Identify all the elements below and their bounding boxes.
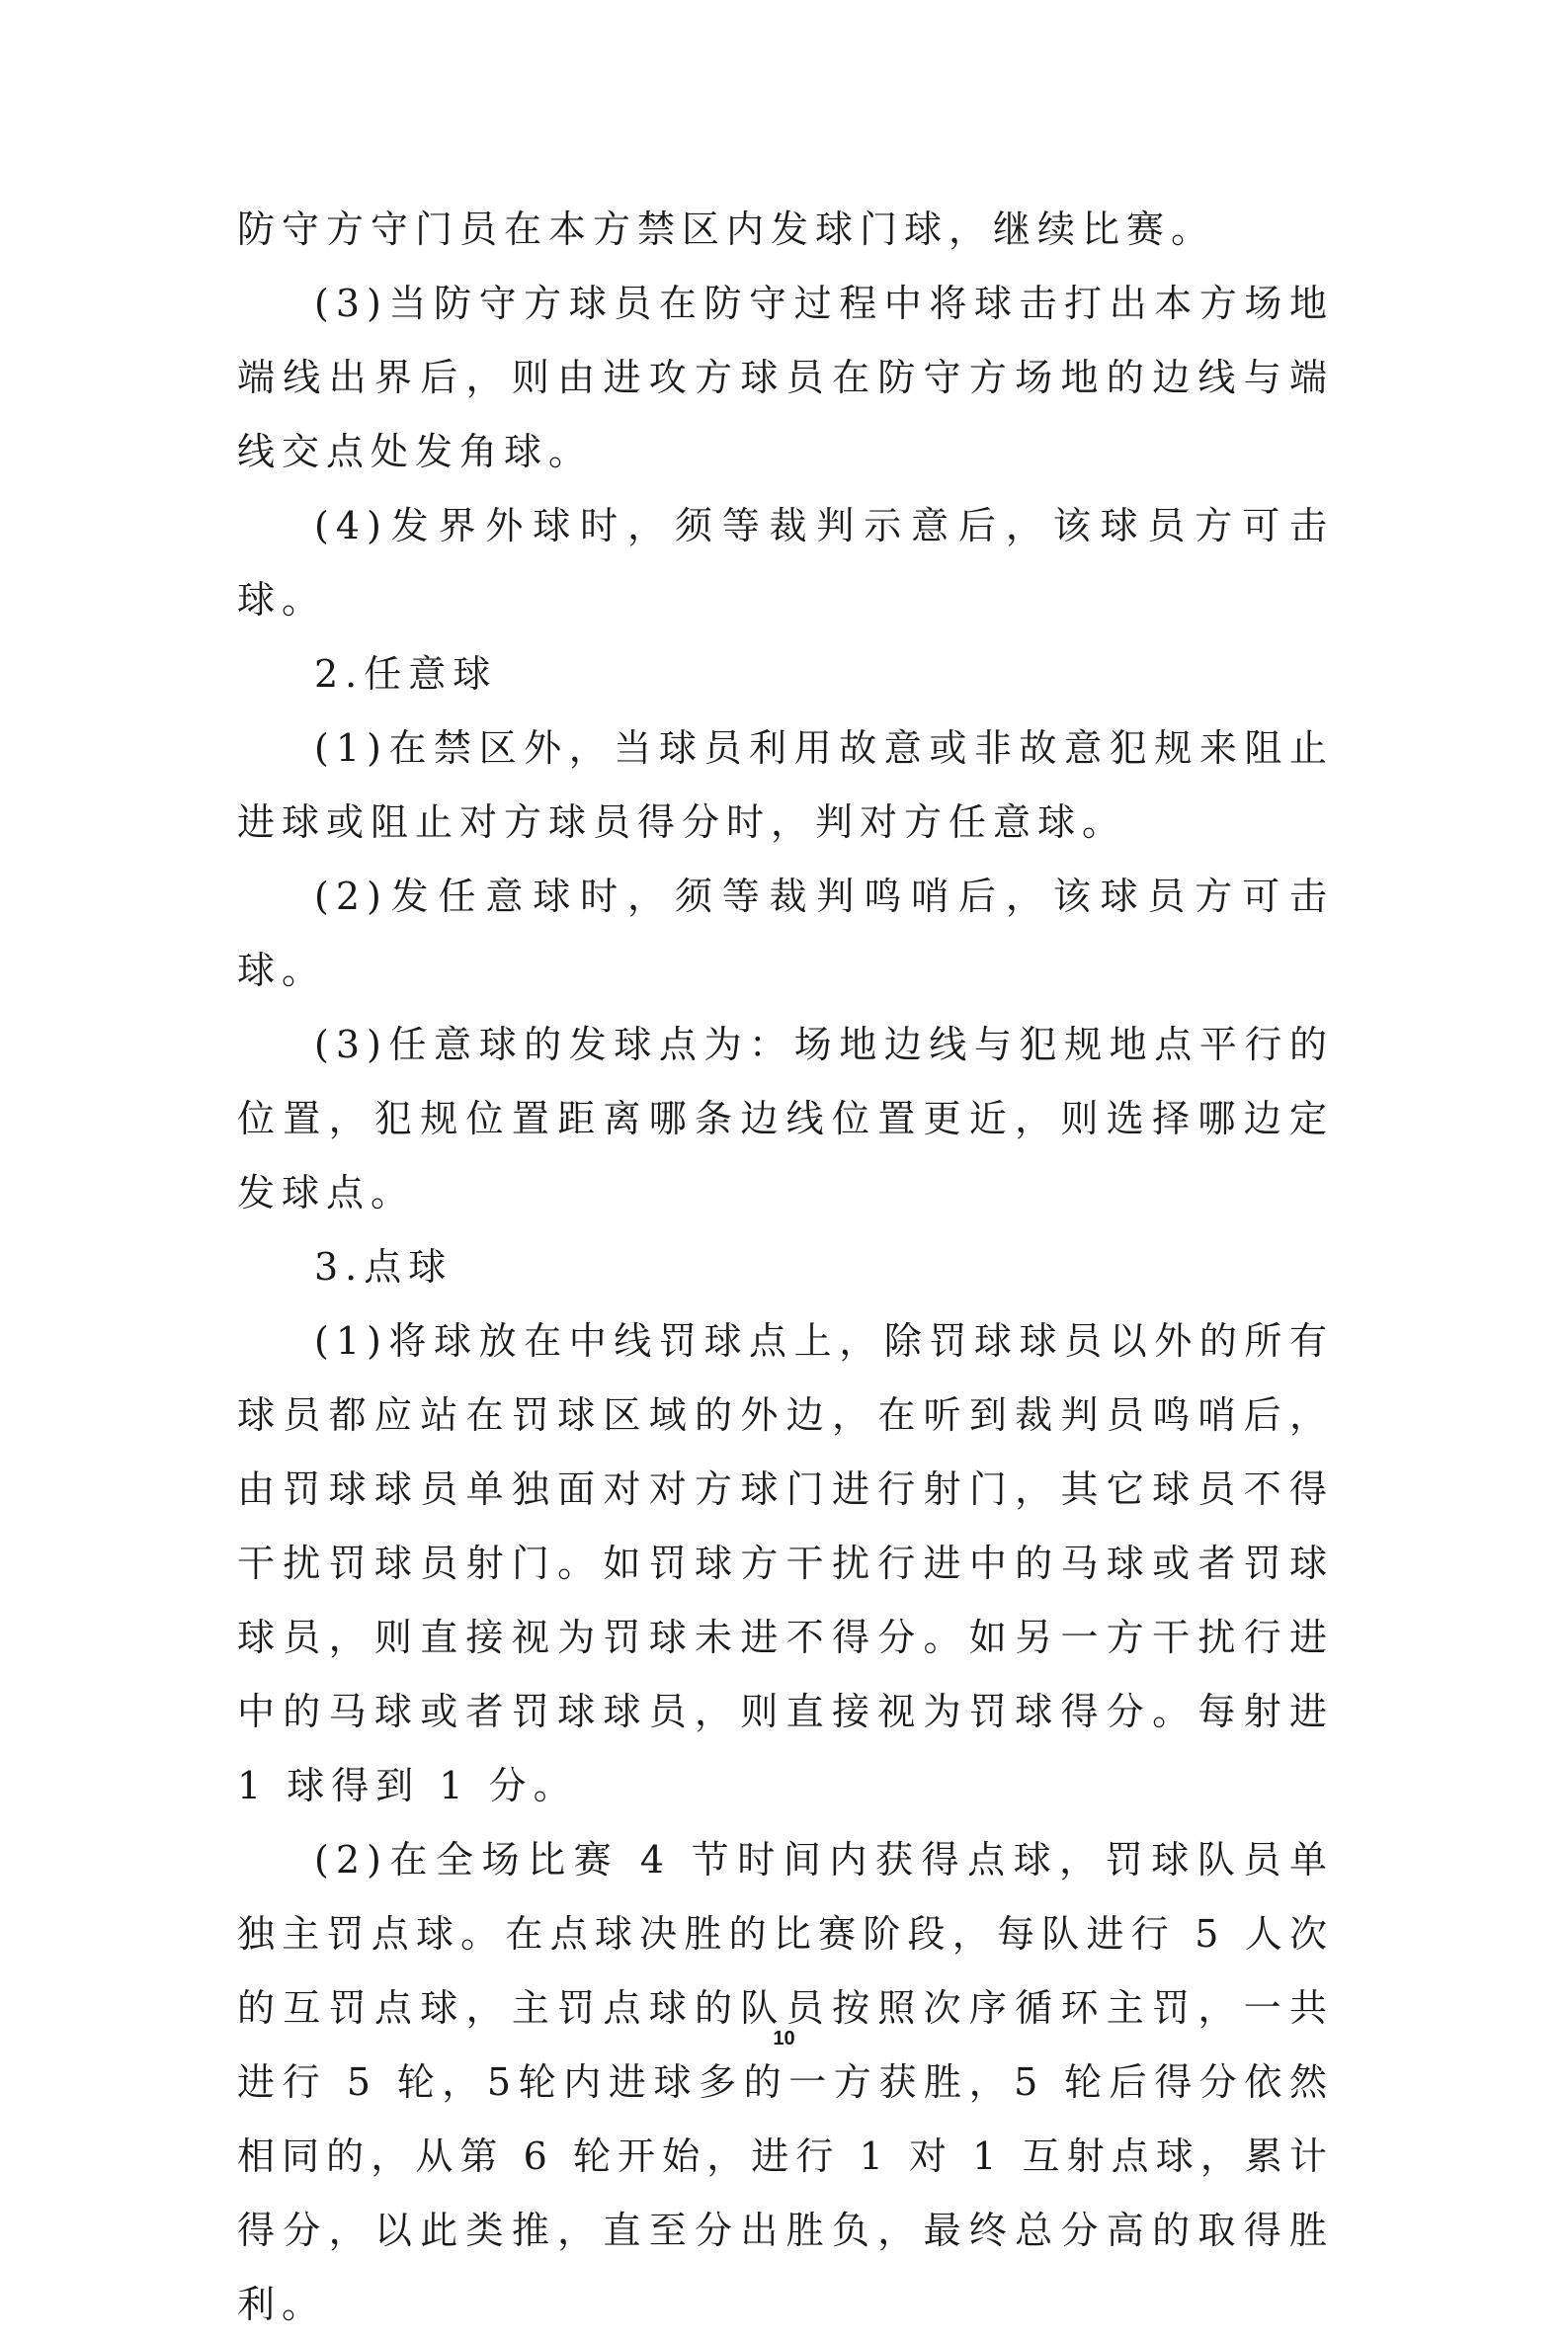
paragraph-item-free-kick-whistle: (2)发任意球时，须等裁判鸣哨后，该球员方可击球。: [237, 875, 1334, 992]
paragraph-item-throw-in: (4)发界外球时，须等裁判示意后，该球员方可击球。: [237, 504, 1334, 622]
paragraph-continuation: 防守方守门员在本方禁区内发球门球，继续比赛。: [237, 208, 1216, 251]
paragraph-item-penalty-procedure: (1)将球放在中线罚球点上，除罚球球员以外的所有球员都应站在罚球区域的外边，在听到裁判员鸣哨后，由罚球球员单独面对对方球门进行射门，其它球员不得干扰罚球员射门。如罚球方干扰行进中的马球或者罚球球员，则直接视为罚球未进不得分。如另一方干扰行进中的马球或者罚球球员，则直接视为罚球得分。每射进 1 球得到 1 分。: [237, 1319, 1334, 1807]
section-heading-free-kick: 2.任意球: [314, 652, 498, 696]
paragraph-item-free-kick-spot: (3)任意球的发球点为：场地边线与犯规地点平行的位置，犯规位置距离哪条边线位置更近，则选择哪边定发球点。: [237, 1023, 1334, 1214]
page-number: 10: [773, 2028, 795, 2049]
paragraph-item-corner-kick: (3)当防守方球员在防守过程中将球击打出本方场地端线出界后，则由进攻方球员在防守方场地的边线与端线交点处发角球。: [237, 282, 1334, 473]
document-body: [237, 193, 1334, 2342]
section-heading-penalty: 3.点球: [314, 1245, 454, 1289]
paragraph-item-free-kick-foul: (1)在禁区外，当球员利用故意或非故意犯规来阻止进球或阻止对方球员得分时，判对方任意球。: [237, 726, 1334, 844]
paragraph-item-penalty-shootout: (2)在全场比赛 4 节时间内获得点球，罚球队员单独主罚点球。在点球决胜的比赛阶段，每队进行 5 人次的互罚点球，主罚点球的队员按照次序循环主罚，一共进行 5 轮，5轮内进球多的一方获胜，5 轮后得分依然相同的，从第 6 轮开始，进行 1 对 1 互射点球，累计得分，以此类推，直至分出胜负，最终总分高的取得胜利。: [237, 1838, 1334, 2326]
